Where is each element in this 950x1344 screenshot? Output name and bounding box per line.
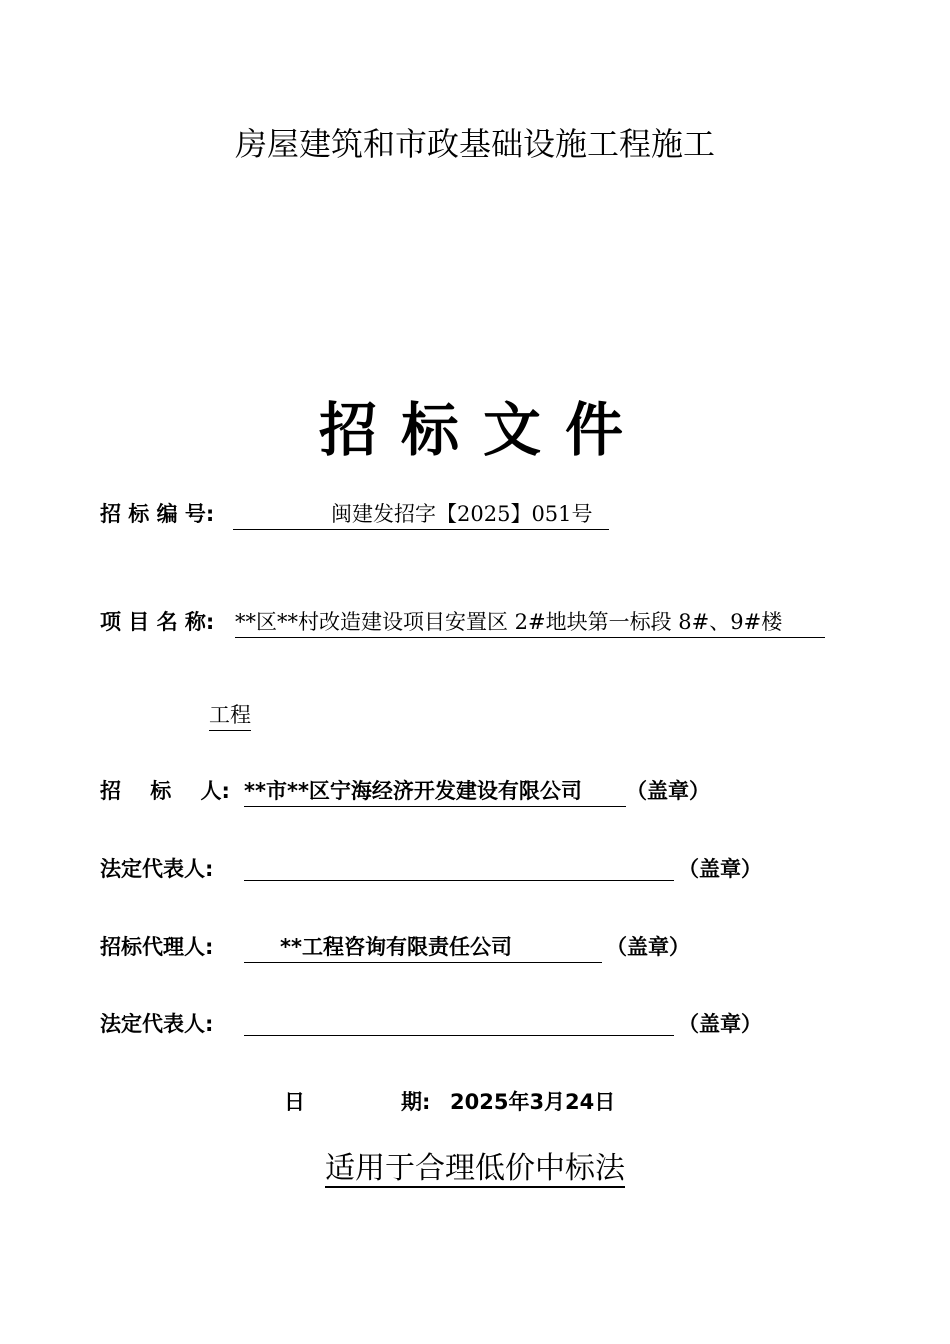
agent-seal-note: （盖章） [606,935,690,959]
agent-value: **工程咨询有限责任公司 [244,932,602,963]
legal-rep-1-blank-line [244,880,674,881]
project-name-value: **区**村改造建设项目安置区 2#地块第一标段 8#、9#楼 [235,607,825,638]
tenderer-label: 招 标 人: [100,779,230,803]
date-value: 2025年3月24日 [450,1090,616,1114]
date-label-right: 期: [401,1090,431,1114]
method-footer [0,1145,950,1193]
document-header: 房屋建筑和市政基础设施工程施工 [234,125,715,163]
agent-label: 招标代理人: [100,935,214,959]
legal-rep-2-label: 法定代表人: [100,1012,214,1036]
project-name-label: 项 目 名 称: [100,610,215,634]
date-label-left: 日 [284,1090,305,1114]
bid-number-label: 招 标 编 号: [100,502,215,526]
document-title: 招标文件 [318,396,647,464]
bid-number-value: 闽建发招字【2025】051号 [233,499,609,530]
legal-rep-2-seal-note: （盖章） [678,1012,762,1036]
tenderer-value: **市**区宁海经济开发建设有限公司 [244,776,626,807]
legal-rep-2-blank-line [244,1035,674,1036]
method-text: 适用于合理低价中标法 [325,1151,625,1186]
legal-rep-1-label: 法定代表人: [100,857,214,881]
legal-rep-1-seal-note: （盖章） [678,857,762,881]
project-name-value-cont: 工程 [209,700,251,731]
tenderer-seal-note: （盖章） [626,779,710,803]
